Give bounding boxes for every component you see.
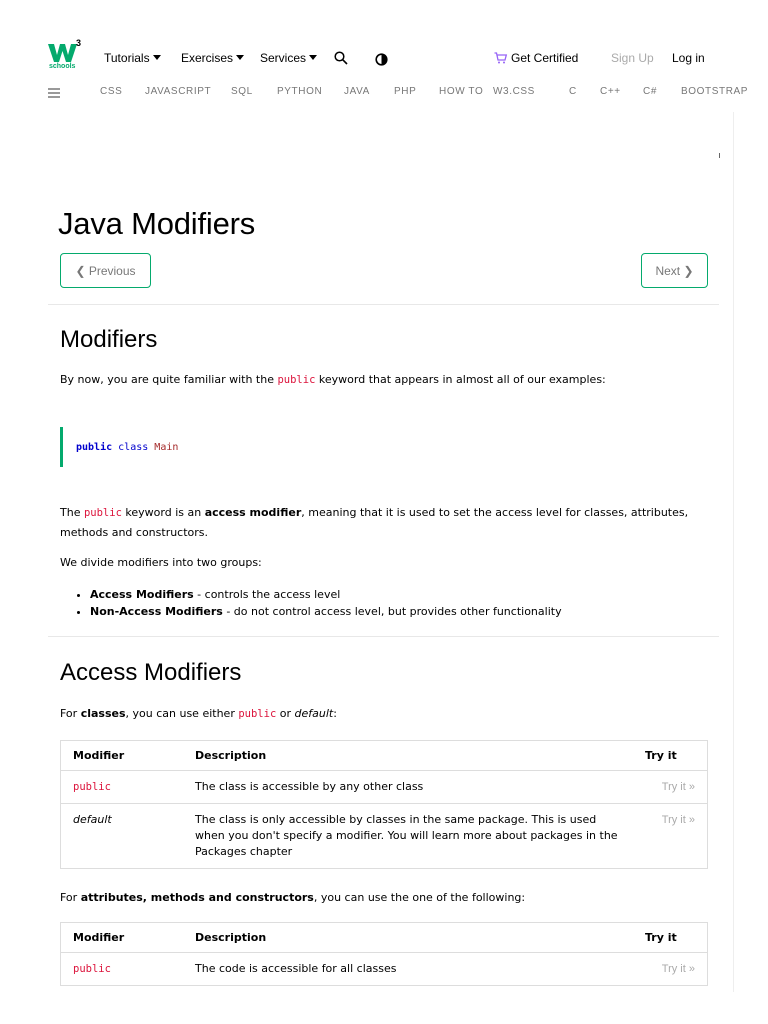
log-in-link[interactable]: Log in (672, 51, 705, 65)
description-cell: The code is accessible for all classes (195, 962, 397, 975)
code-keyword: public (76, 441, 113, 453)
members-paragraph: For attributes, methods and constructors, you can use the one of the following: (60, 891, 526, 904)
search-icon[interactable] (334, 50, 348, 69)
caret-down-icon (309, 55, 317, 60)
inline-code: public (83, 507, 122, 519)
nav-services[interactable] (260, 51, 317, 65)
access-modifiers-heading: Access Modifiers (60, 659, 242, 686)
column-header: Modifier (61, 741, 184, 771)
next-button[interactable]: Next ❯ (641, 253, 708, 288)
sidebar-divider (733, 112, 734, 992)
get-certified-link[interactable] (494, 51, 578, 65)
try-it-link[interactable]: Try it » (661, 963, 695, 975)
topic-javascript[interactable]: JAVASCRIPT (145, 86, 212, 97)
code-example (60, 427, 178, 467)
topic-csharp[interactable]: C# (643, 86, 657, 97)
column-header: Modifier (61, 923, 184, 953)
scroll-marker (719, 153, 720, 158)
modifier-cell: public (73, 963, 111, 975)
page-title: Java Modifiers (58, 206, 256, 241)
topic-css[interactable]: CSS (100, 86, 123, 97)
inline-code: public (238, 708, 277, 720)
topic-how-to[interactable]: HOW TO (439, 86, 484, 97)
try-it-link[interactable]: Try it » (633, 771, 708, 804)
nav-services-label: Services (260, 51, 307, 65)
description-cell: The class is only accessible by classes in the same package. This is used when you don't specify a modifier. You will learn more about packages in the Packages chapter (195, 813, 618, 858)
topic-cpp[interactable]: C++ (600, 86, 621, 97)
table-header-row (61, 923, 708, 953)
get-certified-label: Get Certified (511, 51, 579, 65)
nav-exercises-label: Exercises (181, 51, 234, 65)
caret-down-icon (236, 55, 244, 60)
modifiers-heading: Modifiers (60, 326, 158, 353)
sign-up-link[interactable]: Sign Up (611, 51, 654, 65)
code-identifier: Main (154, 441, 179, 453)
list-item: • Non-Access Modifiers - do not control access level, but provides other functionality (90, 603, 562, 620)
description-cell: The class is accessible by any other class (183, 771, 633, 804)
nav-exercises[interactable] (181, 51, 244, 65)
modifiers-intro: By now, you are quite familiar with the public keyword that appears in almost all of our examples: (60, 373, 606, 386)
column-header: Description (183, 923, 633, 953)
topic-sql[interactable]: SQL (231, 86, 253, 97)
table-row (61, 804, 708, 869)
topic-python[interactable]: PYTHON (277, 86, 323, 97)
nav-tutorials-label: Tutorials (104, 51, 150, 65)
topic-php[interactable]: PHP (394, 86, 417, 97)
class-modifiers-table (60, 740, 708, 869)
table-row (61, 771, 708, 804)
list-item: • Access Modifiers - controls the access level (90, 586, 562, 603)
topic-nav-bar (0, 86, 749, 100)
modifier-cell: default (73, 813, 112, 826)
dark-mode-toggle-icon[interactable] (375, 51, 388, 70)
table-row (61, 953, 708, 986)
try-it-link[interactable]: Try it » (661, 814, 695, 826)
member-modifiers-table (60, 922, 708, 986)
topic-bootstrap[interactable]: BOOTSTRAP (681, 86, 749, 97)
modifier-cell: public (73, 781, 111, 793)
classes-paragraph: For classes, you can use either public or default: (60, 707, 337, 720)
topic-java[interactable]: JAVA (344, 86, 370, 97)
logo-superscript: 3 (76, 38, 82, 48)
cart-icon (494, 52, 507, 64)
divider (48, 304, 719, 305)
menu-icon[interactable] (48, 88, 60, 98)
nav-tutorials[interactable] (104, 51, 161, 65)
column-header: Description (183, 741, 633, 771)
topic-c[interactable]: C (569, 86, 577, 97)
caret-down-icon (153, 55, 161, 60)
column-header: Try it (633, 923, 708, 953)
topic-w3css[interactable]: W3.CSS (493, 86, 535, 97)
table-header-row (61, 741, 708, 771)
access-modifier-paragraph: The public keyword is an access modifier, meaning that it is used to set the access level for classes, attributes, methods and constructors. (60, 506, 689, 539)
column-header: Try it (633, 741, 708, 771)
divider (48, 636, 719, 637)
inline-code: public (277, 374, 316, 386)
groups-paragraph: We divide modifiers into two groups: (60, 556, 262, 569)
logo-text: schools (49, 63, 76, 70)
w3schools-logo[interactable] (48, 38, 84, 72)
code-keyword: class (118, 441, 149, 453)
modifier-groups-list (60, 586, 562, 620)
previous-button[interactable]: ❮ Previous (60, 253, 151, 288)
